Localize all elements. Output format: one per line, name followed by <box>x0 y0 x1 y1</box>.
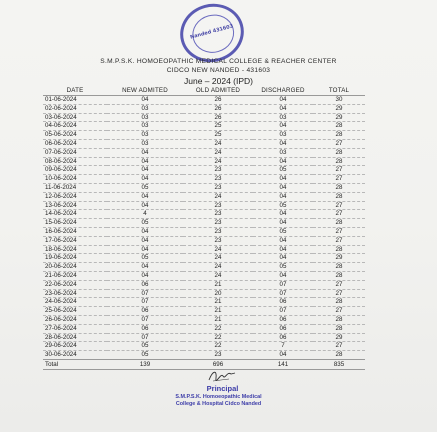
cell-total: 28 <box>313 351 365 360</box>
cell-old-admitted: 26 <box>183 104 253 113</box>
table-row <box>43 245 365 254</box>
table-row <box>43 254 365 263</box>
principal-title: Principal <box>206 384 239 393</box>
cell-new-admitted: 07 <box>107 289 183 298</box>
table-row <box>43 157 365 166</box>
cell-new-admitted: 07 <box>107 333 183 342</box>
table-header-row <box>43 86 365 96</box>
cell-total: 28 <box>313 324 365 333</box>
cell-total: 27 <box>313 280 365 289</box>
cell-discharged: 04 <box>253 139 313 148</box>
table-row <box>43 210 365 219</box>
cell-discharged: 04 <box>253 254 313 263</box>
cell-total: 29 <box>313 104 365 113</box>
table-row <box>43 289 365 298</box>
cell-date: 13-06-2024 <box>43 201 107 210</box>
cell-discharged: 05 <box>253 263 313 272</box>
table-row <box>43 148 365 157</box>
cell-old-admitted: 25 <box>183 122 253 131</box>
cell-old-admitted: 24 <box>183 254 253 263</box>
cell-total: 27 <box>313 201 365 210</box>
cell-old-admitted: 24 <box>183 263 253 272</box>
cell-total: 28 <box>313 183 365 192</box>
cell-discharged: 04 <box>253 192 313 201</box>
cell-discharged: 04 <box>253 175 313 184</box>
total-cell-total: 835 <box>313 359 365 369</box>
cell-total: 27 <box>313 236 365 245</box>
cell-new-admitted: 05 <box>107 351 183 360</box>
cell-old-admitted: 24 <box>183 245 253 254</box>
table-row <box>43 315 365 324</box>
table-row <box>43 219 365 228</box>
cell-total: 27 <box>313 307 365 316</box>
column-header-date: DATE <box>43 86 107 96</box>
cell-date: 27-06-2024 <box>43 324 107 333</box>
cell-date: 08-06-2024 <box>43 157 107 166</box>
cell-discharged: 04 <box>253 104 313 113</box>
column-header-old-admitted: OLD ADMITED <box>183 86 253 96</box>
cell-new-admitted: 04 <box>107 157 183 166</box>
table-row <box>43 131 365 140</box>
table-row <box>43 271 365 280</box>
cell-new-admitted: 03 <box>107 104 183 113</box>
cell-discharged: 07 <box>253 280 313 289</box>
cell-new-admitted: 04 <box>107 263 183 272</box>
cell-date: 12-06-2024 <box>43 192 107 201</box>
table-row <box>43 139 365 148</box>
cell-new-admitted: 4 <box>107 210 183 219</box>
cell-discharged: 04 <box>253 351 313 360</box>
column-header-total: TOTAL <box>313 86 365 96</box>
cell-discharged: 03 <box>253 113 313 122</box>
cell-date: 21-06-2024 <box>43 271 107 280</box>
cell-new-admitted: 04 <box>107 201 183 210</box>
cell-old-admitted: 23 <box>183 210 253 219</box>
cell-old-admitted: 25 <box>183 131 253 140</box>
cell-total: 27 <box>313 227 365 236</box>
cell-total: 28 <box>313 315 365 324</box>
cell-total: 27 <box>313 289 365 298</box>
cell-new-admitted: 07 <box>107 315 183 324</box>
cell-new-admitted: 04 <box>107 271 183 280</box>
cell-new-admitted: 04 <box>107 227 183 236</box>
cell-date: 06-06-2024 <box>43 139 107 148</box>
cell-date: 19-06-2024 <box>43 254 107 263</box>
cell-total: 28 <box>313 245 365 254</box>
cell-old-admitted: 22 <box>183 342 253 351</box>
cell-old-admitted: 20 <box>183 289 253 298</box>
table-row <box>43 333 365 342</box>
cell-total: 27 <box>313 166 365 175</box>
total-cell-date: Total <box>43 359 107 369</box>
cell-total: 30 <box>313 96 365 105</box>
total-cell-new-admitted: 139 <box>107 359 183 369</box>
cell-old-admitted: 23 <box>183 166 253 175</box>
cell-date: 20-06-2024 <box>43 263 107 272</box>
cell-date: 01-06-2024 <box>43 96 107 105</box>
table-row <box>43 298 365 307</box>
cell-new-admitted: 05 <box>107 342 183 351</box>
cell-date: 18-06-2024 <box>43 245 107 254</box>
table-row <box>43 307 365 316</box>
cell-old-admitted: 22 <box>183 324 253 333</box>
cell-new-admitted: 06 <box>107 280 183 289</box>
cell-date: 30-06-2024 <box>43 351 107 360</box>
cell-new-admitted: 03 <box>107 122 183 131</box>
cell-old-admitted: 23 <box>183 236 253 245</box>
cell-discharged: 04 <box>253 122 313 131</box>
cell-total: 29 <box>313 254 365 263</box>
cell-date: 26-06-2024 <box>43 315 107 324</box>
table-row <box>43 96 365 105</box>
cell-date: 05-06-2024 <box>43 131 107 140</box>
table-row <box>43 104 365 113</box>
cell-total: 28 <box>313 192 365 201</box>
cell-date: 16-06-2024 <box>43 227 107 236</box>
cell-discharged: 03 <box>253 131 313 140</box>
cell-new-admitted: 03 <box>107 113 183 122</box>
cell-old-admitted: 24 <box>183 148 253 157</box>
cell-total: 28 <box>313 148 365 157</box>
cell-date: 04-06-2024 <box>43 122 107 131</box>
table-row <box>43 342 365 351</box>
cell-discharged: 04 <box>253 96 313 105</box>
cell-discharged: 04 <box>253 210 313 219</box>
cell-date: 29-06-2024 <box>43 342 107 351</box>
cell-old-admitted: 23 <box>183 183 253 192</box>
cell-new-admitted: 04 <box>107 175 183 184</box>
cell-discharged: 05 <box>253 166 313 175</box>
cell-new-admitted: 07 <box>107 298 183 307</box>
cell-old-admitted: 24 <box>183 271 253 280</box>
cell-discharged: 04 <box>253 219 313 228</box>
principal-address: College & Hospital Cidco Nanded <box>175 401 262 407</box>
cell-new-admitted: 06 <box>107 324 183 333</box>
cell-old-admitted: 23 <box>183 351 253 360</box>
cell-old-admitted: 24 <box>183 139 253 148</box>
ipd-report-table <box>43 86 365 370</box>
cell-old-admitted: 21 <box>183 280 253 289</box>
cell-date: 23-06-2024 <box>43 289 107 298</box>
cell-total: 28 <box>313 122 365 131</box>
cell-old-admitted: 23 <box>183 201 253 210</box>
table-row <box>43 192 365 201</box>
principal-institution: S.M.P.S.K. Homoeopathic Medical <box>175 394 262 400</box>
column-header-discharged: DISCHARGED <box>253 86 313 96</box>
cell-total: 27 <box>313 342 365 351</box>
cell-discharged: 06 <box>253 315 313 324</box>
cell-date: 28-06-2024 <box>43 333 107 342</box>
cell-date: 07-06-2024 <box>43 148 107 157</box>
cell-discharged: 04 <box>253 236 313 245</box>
cell-total: 27 <box>313 210 365 219</box>
table-row <box>43 280 365 289</box>
cell-total: 28 <box>313 131 365 140</box>
cell-old-admitted: 23 <box>183 175 253 184</box>
cell-date: 14-06-2024 <box>43 210 107 219</box>
table-row <box>43 113 365 122</box>
cell-old-admitted: 22 <box>183 333 253 342</box>
cell-discharged: 07 <box>253 307 313 316</box>
cell-new-admitted: 04 <box>107 148 183 157</box>
cell-old-admitted: 26 <box>183 113 253 122</box>
cell-new-admitted: 04 <box>107 236 183 245</box>
cell-new-admitted: 06 <box>107 307 183 316</box>
cell-discharged: 05 <box>253 227 313 236</box>
cell-date: 09-06-2024 <box>43 166 107 175</box>
table-row <box>43 201 365 210</box>
cell-old-admitted: 23 <box>183 227 253 236</box>
cell-new-admitted: 04 <box>107 96 183 105</box>
cell-total: 29 <box>313 333 365 342</box>
cell-discharged: 07 <box>253 289 313 298</box>
cell-new-admitted: 03 <box>107 139 183 148</box>
cell-new-admitted: 05 <box>107 183 183 192</box>
cell-discharged: 04 <box>253 157 313 166</box>
college-address: CIDCO NEW NANDED - 431603 <box>166 67 271 74</box>
table-row <box>43 175 365 184</box>
table-row <box>43 166 365 175</box>
cell-date: 03-06-2024 <box>43 113 107 122</box>
report-period: June – 2024 (IPD) <box>184 76 253 86</box>
cell-discharged: 04 <box>253 271 313 280</box>
cell-date: 02-06-2024 <box>43 104 107 113</box>
cell-date: 10-06-2024 <box>43 175 107 184</box>
cell-date: 24-06-2024 <box>43 298 107 307</box>
table-row <box>43 183 365 192</box>
cell-discharged: 05 <box>253 201 313 210</box>
cell-new-admitted: 04 <box>107 192 183 201</box>
cell-new-admitted: 03 <box>107 131 183 140</box>
cell-date: 15-06-2024 <box>43 219 107 228</box>
cell-new-admitted: 04 <box>107 166 183 175</box>
cell-new-admitted: 05 <box>107 219 183 228</box>
total-cell-discharged: 141 <box>253 359 313 369</box>
cell-new-admitted: 04 <box>107 245 183 254</box>
principal-stamp <box>0 384 437 407</box>
table-body <box>43 96 365 370</box>
table-row <box>43 236 365 245</box>
cell-total: 29 <box>313 113 365 122</box>
table-row <box>43 122 365 131</box>
cell-total: 28 <box>313 298 365 307</box>
cell-total: 28 <box>313 263 365 272</box>
cell-date: 25-06-2024 <box>43 307 107 316</box>
cell-total: 28 <box>313 157 365 166</box>
cell-discharged: 04 <box>253 183 313 192</box>
cell-old-admitted: 26 <box>183 96 253 105</box>
cell-total: 27 <box>313 175 365 184</box>
cell-date: 22-06-2024 <box>43 280 107 289</box>
cell-date: 11-06-2024 <box>43 183 107 192</box>
total-cell-old-admitted: 696 <box>183 359 253 369</box>
cell-discharged: 7 <box>253 342 313 351</box>
cell-discharged: 06 <box>253 298 313 307</box>
cell-date: 17-06-2024 <box>43 236 107 245</box>
cell-old-admitted: 24 <box>183 157 253 166</box>
cell-total: 27 <box>313 139 365 148</box>
cell-total: 28 <box>313 271 365 280</box>
cell-old-admitted: 21 <box>183 298 253 307</box>
cell-discharged: 04 <box>253 245 313 254</box>
table-row <box>43 263 365 272</box>
cell-old-admitted: 23 <box>183 219 253 228</box>
college-name: S.M.P.S.K. HOMOEOPATHIC MEDICAL COLLEGE & REACHER CENTER <box>100 58 337 65</box>
column-header-new-admitted: NEW ADMITED <box>107 86 183 96</box>
cell-discharged: 06 <box>253 324 313 333</box>
cell-discharged: 03 <box>253 148 313 157</box>
cell-old-admitted: 21 <box>183 307 253 316</box>
cell-discharged: 06 <box>253 333 313 342</box>
principal-signature <box>207 368 237 384</box>
cell-new-admitted: 05 <box>107 254 183 263</box>
table-row <box>43 351 365 360</box>
table-row <box>43 227 365 236</box>
seal-center-text: Nanded 431603 <box>189 23 234 41</box>
cell-total: 28 <box>313 219 365 228</box>
cell-old-admitted: 21 <box>183 315 253 324</box>
table-total-row <box>43 359 365 369</box>
table-row <box>43 324 365 333</box>
cell-old-admitted: 24 <box>183 192 253 201</box>
